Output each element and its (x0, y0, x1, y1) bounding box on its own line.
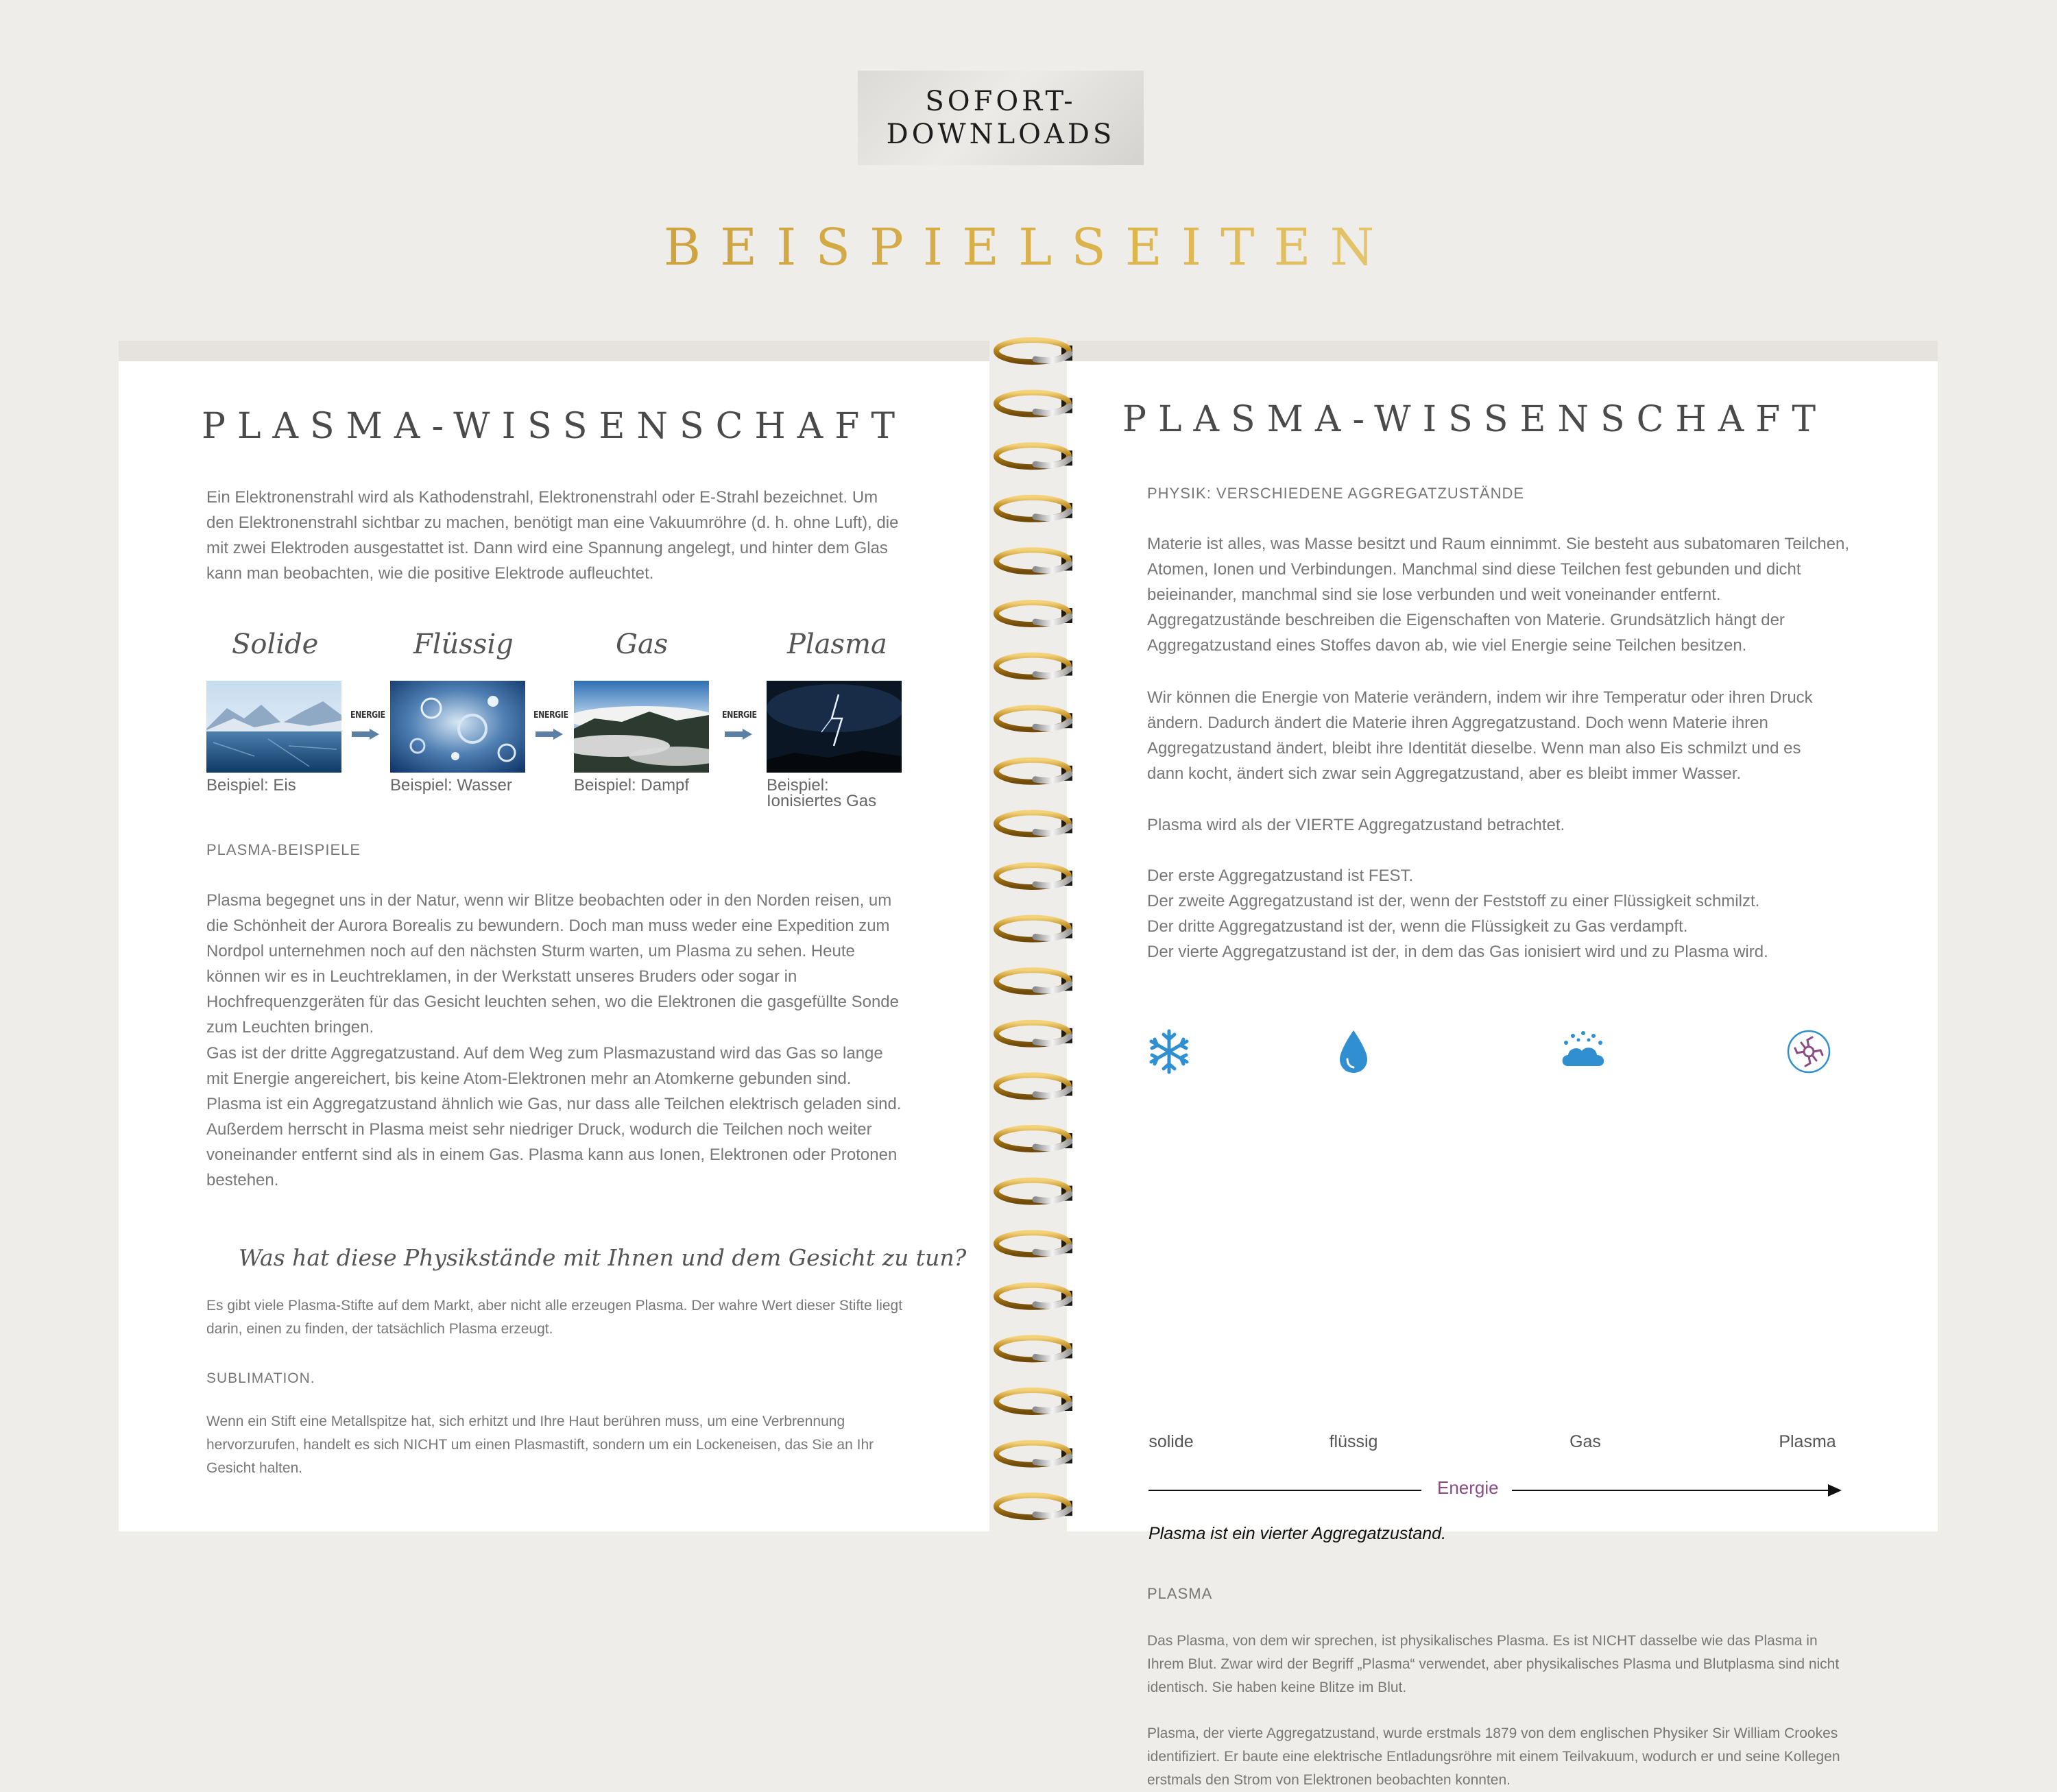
arrow-right-icon (725, 729, 752, 740)
right-page-top-edge (1067, 341, 1938, 361)
binding-ring (996, 550, 1072, 572)
binding-ring (996, 1443, 1072, 1465)
binding-ring (996, 760, 1072, 782)
caption-eis: Beispiel: Eis (206, 776, 296, 795)
binding-ring (996, 812, 1072, 834)
binding-ring (996, 1128, 1072, 1150)
badge-line-2: DOWNLOADS (886, 119, 1116, 150)
state-label-solide: solide (1148, 1432, 1194, 1451)
plasma-note: Plasma ist ein vierter Aggregatzustand. (1148, 1524, 1447, 1543)
state-script-gas: Gas (616, 629, 669, 660)
cloud-icon (1559, 1028, 1607, 1076)
states-list-item: Der erste Aggregatzustand ist FEST. (1147, 867, 1414, 885)
binding-ring (996, 393, 1072, 415)
binding-ring (996, 970, 1072, 992)
binding-ring (996, 655, 1072, 677)
binding-ring (996, 498, 1072, 520)
right-page-title: PLASMA-WISSENSCHAFT (1122, 399, 1828, 440)
arrow-right-icon (352, 729, 379, 740)
state-script-plasma: Plasma (787, 629, 887, 660)
binding-ring (996, 1233, 1072, 1255)
caption-plasma-line2: Ionisiertes Gas (767, 792, 877, 810)
right-page (1067, 341, 1938, 1788)
left-page-title: PLASMA-WISSENSCHAFT (201, 406, 907, 447)
energy-arrow-label-2: ENERGIE (533, 710, 568, 721)
lightning-photo (767, 681, 902, 773)
state-label-fluessig: flüssig (1329, 1432, 1378, 1451)
binding-ring (996, 1285, 1072, 1307)
state-script-fluessig: Flüssig (413, 629, 514, 660)
energy-line-left (1148, 1490, 1421, 1491)
energy-label: Energie (1437, 1477, 1499, 1498)
ice-photo (206, 681, 341, 773)
binding-ring (996, 1390, 1072, 1412)
energy-arrow-label-3: ENERGIE (722, 710, 757, 721)
right-para-1: Materie ist alles, was Masse besitzt und Raum einnimmt. Sie besteht aus subatomaren Teilchen, Atomen, Ionen und Verbindungen. Manchmal sind diese Teilchen fest gebunden und dicht beieinander, manchmal sind sie lose verbunden und weit voneinander entfernt. Aggregatzustände beschreiben die Eigenschaften von Materie. Grundsätzlich hängt der Aggregatzustand eines Stoffes davon ab, wie viel Energie seine Teilchen besitzen. (1147, 535, 1850, 655)
spiral-binding (993, 336, 1082, 1542)
binding-ring (996, 1023, 1072, 1045)
binding-ring (996, 340, 1072, 362)
binding-ring (996, 1495, 1072, 1517)
states-list-item: Der dritte Aggregatzustand ist der, wenn die Flüssigkeit zu Gas verdampft. (1147, 917, 1688, 936)
states-list-item: Der vierte Aggregatzustand ist der, in dem das Gas ionisiert wird und zu Plasma wird. (1147, 943, 1768, 961)
binding-ring (996, 1180, 1072, 1202)
sublimation-heading: SUBLIMATION. (206, 1370, 315, 1386)
left-page-top-edge (119, 341, 989, 361)
caption-plasma: Beispiel: (767, 776, 829, 795)
binding-ring (996, 918, 1072, 940)
right-para-2: Wir können die Energie von Materie verändern, indem wir ihre Temperatur oder ihren Druck ändern. Dadurch ändert die Materie ihren Aggregatzustand. Doch wenn Materie ihren Aggregatzustand ändert, bleibt ihre Identität dieselbe. Wenn man also Eis schmilzt und es dann kocht, ändert sich zwar sein Aggregatzustand, aber es bleibt immer Wasser. (1147, 688, 1813, 783)
states-list (1147, 863, 1850, 965)
right-para-4: Das Plasma, von dem wir sprechen, ist physikalisches Plasma. Es ist NICHT dasselbe wie das Plasma in Ihrem Blut. Zwar wird der Begriff „Plasma“ verwendet, aber physikalisches Plasma und Blutplasma sind nicht identisch. Sie haben keine Blitze im Blut. (1147, 1633, 1840, 1695)
right-para-3: Plasma wird als der VIERTE Aggregatzustand betrachtet. (1147, 816, 1565, 834)
downloads-badge (858, 71, 1144, 165)
binding-ring (996, 865, 1072, 887)
main-title: BEISPIELSEITEN (0, 218, 2057, 277)
states-list-item: Der zweite Aggregatzustand ist der, wenn der Feststoff zu einer Flüssigkeit schmilzt. (1147, 892, 1760, 910)
plasma-heading: PLASMA (1147, 1585, 1213, 1602)
caption-dampf: Beispiel: Dampf (574, 776, 690, 795)
badge-line-1: SOFORT- (925, 86, 1076, 117)
state-script-solide: Solide (232, 629, 319, 660)
arrow-head-icon (1828, 1484, 1842, 1497)
caption-wasser: Beispiel: Wasser (390, 776, 512, 795)
left-page (119, 341, 989, 1531)
water-photo (390, 681, 525, 773)
plasma-icon (1785, 1028, 1833, 1076)
left-para-2: Gas ist der dritte Aggregatzustand. Auf dem Weg zum Plasmazustand wird das Gas so lange mit Energie angereichert, bis keine Atom-Elektronen mehr an Atomkerne gebunden sind. Plasma ist ein Aggregatzustand ähnlich wie Gas, nur dass alle Teilchen elektrisch geladen sind. Außerdem herrscht in Plasma meist sehr niedriger Druck, wodurch die Teilchen noch weiter voneinander entfernt sind als in einem Gas. Plasma kann aus Ionen, Elektronen oder Protonen bestehen. (206, 1044, 902, 1189)
binding-ring (996, 603, 1072, 625)
water-drop-icon (1330, 1028, 1378, 1076)
right-para-5: Plasma, der vierte Aggregatzustand, wurde erstmals 1879 von dem englischen Physiker Sir William Crookes identifiziert. Er baute eine elektrische Entladungsröhre mit einem Teilvakuum, wodurch er und seine Kollegen erstmals den Strom von Elektronen beobachten konnten. (1147, 1726, 1840, 1788)
binding-ring (996, 1337, 1072, 1359)
left-para-4: Wenn ein Stift eine Metallspitze hat, sich erhitzt und Ihre Haut berühren muss, um eine Verbrennung hervorzurufen, handelt es sich NICHT um einen Plasmastift, sondern um ein Lockeneisen, das Sie an Ihr Gesicht halten. (206, 1414, 874, 1476)
state-label-plasma: Plasma (1779, 1432, 1836, 1451)
snowflake-icon (1145, 1028, 1193, 1076)
binding-ring (996, 707, 1072, 729)
energy-arrow-label-1: ENERGIE (350, 710, 385, 721)
left-intro: Ein Elektronenstrahl wird als Kathodenstrahl, Elektronenstrahl oder E-Strahl bezeichnet. Um den Elektronenstrahl sichtbar zu machen, benötigt man eine Vakuumröhre (d. h. ohne Luft), die mit zwei Elektroden ausgestattet ist. Dann wird eine Spannung angelegt, und hinter dem Glas kann man beobachten, wie die positive Elektrode aufleuchtet. (206, 488, 899, 583)
face-question: Was hat diese Physikstände mit Ihnen und dem Gesicht zu tun? (239, 1244, 967, 1271)
left-para-3: Es gibt viele Plasma-Stifte auf dem Markt, aber nicht alle erzeugen Plasma. Der wahre Wert dieser Stifte liegt darin, einen zu finden, der tatsächlich Plasma erzeugt. (206, 1298, 903, 1337)
left-para-1: Plasma begegnet uns in der Natur, wenn wir Blitze beobachten oder in den Norden reisen, um die Schönheit der Aurora Borealis zu bewundern. Doch man muss weder eine Expedition zum Nordpol unternehmen noch auf den nächsten Sturm warten, um Plasma zu sehen. Heute können wir es in Leuchtreklamen, in der Werkstatt unseres Bruders oder sogar in Hochfrequenzgeräten für das Gesicht leuchten sehen, wo die Elektronen die gasgefüllte Sonde zum Leuchten bringen. (206, 891, 899, 1037)
state-label-gas: Gas (1569, 1432, 1601, 1451)
steam-photo (574, 681, 709, 773)
energy-line-right (1512, 1490, 1834, 1491)
physics-subheading: PHYSIK: VERSCHIEDENE AGGREGATZUSTÄNDE (1147, 485, 1525, 502)
arrow-right-icon (536, 729, 563, 740)
plasma-examples-heading: PLASMA-BEISPIELE (206, 841, 361, 858)
binding-ring (996, 445, 1072, 467)
binding-ring (996, 1075, 1072, 1097)
